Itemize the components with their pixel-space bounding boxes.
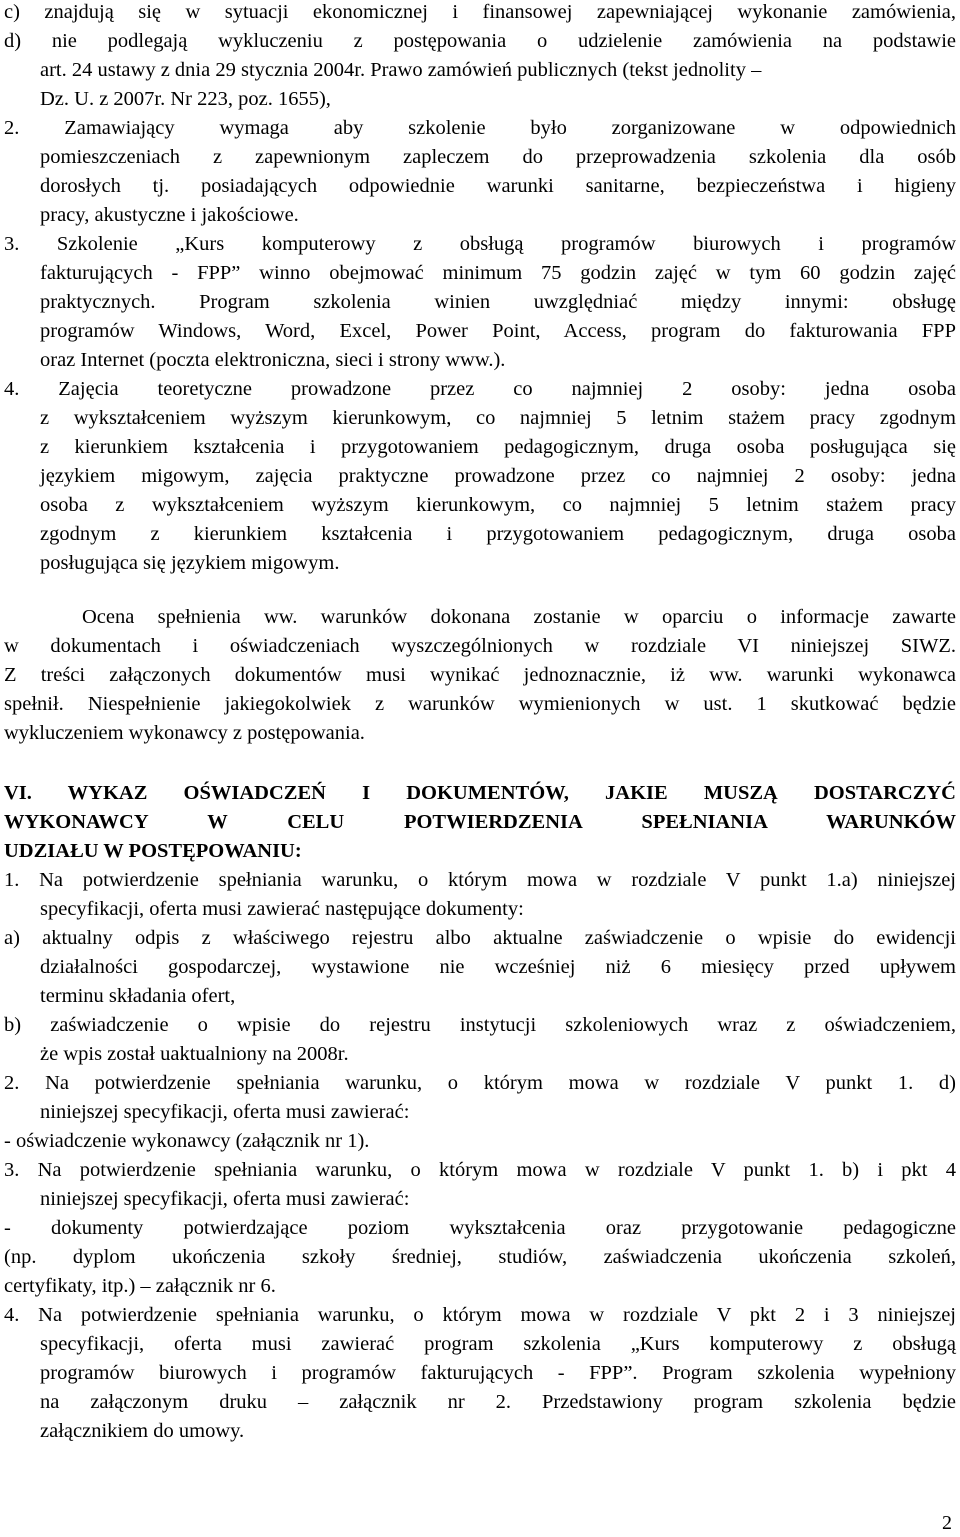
text-line: Dz. U. z 2007r. Nr 223, poz. 1655), bbox=[40, 88, 331, 110]
text-line: a) aktualny odpis z właściwego rejestru albo aktualne zaświadczenie o wpisie do ewidencji bbox=[4, 927, 956, 949]
text-line: w dokumentach i oświadczeniach wyszczególnionych w rozdziale VI niniejszej SIWZ. bbox=[4, 635, 956, 657]
section-heading: VI. WYKAZ OŚWIADCZEŃ I DOKUMENTÓW, JAKIE MUSZĄ DOSTARCZYĆ bbox=[4, 782, 956, 804]
text-line: programów biurowych i programów fakturujących - FPP”. Program szkolenia wypełniony bbox=[40, 1362, 956, 1384]
text-line: 3. Szkolenie „Kurs komputerowy z obsługą programów biurowych i programów bbox=[4, 233, 956, 255]
text-line: działalności gospodarczej, wystawione nie wcześniej niż 6 miesięcy przed upływem bbox=[40, 956, 956, 978]
text-line: załącznikiem do umowy. bbox=[40, 1420, 245, 1442]
text-line: niniejszej specyfikacji, oferta musi zawierać: bbox=[40, 1101, 410, 1123]
text-line: specyfikacji, oferta musi zawierać następujące dokumenty: bbox=[40, 898, 524, 920]
text-line: Z treści załączonych dokumentów musi wynikać jednoznacznie, iż ww. warunki wykonawca bbox=[4, 664, 956, 686]
text-line: spełnił. Niespełnienie jakiegokolwiek z warunków wymienionych w ust. 1 skutkować będzie bbox=[4, 693, 956, 715]
text-line: (np. dyplom ukończenia szkoły średniej, studiów, zaświadczenia ukończenia szkoleń, bbox=[4, 1246, 956, 1268]
text-line: praktycznych. Program szkolenia winien uwzględniać między innymi: obsługę bbox=[40, 291, 956, 313]
text-line: c) znajdują się w sytuacji ekonomicznej i finansowej zapewniającej wykonanie zamówienia, bbox=[4, 1, 956, 23]
text-line: - oświadczenie wykonawcy (załącznik nr 1). bbox=[4, 1130, 370, 1152]
text-line: że wpis został uaktualniony na 2008r. bbox=[40, 1043, 349, 1065]
text-line: oraz Internet (poczta elektroniczna, sieci i strony www.). bbox=[40, 349, 506, 371]
page-number: 2 bbox=[942, 1512, 952, 1534]
text-line: 2. Na potwierdzenie spełniania warunku, o którym mowa w rozdziale V punkt 1. d) bbox=[4, 1072, 956, 1094]
section-heading: UDZIAŁU W POSTĘPOWANIU: bbox=[4, 840, 302, 862]
text-line: z wykształceniem wyższym kierunkowym, co najmniej 5 letnim stażem pracy zgodnym bbox=[40, 407, 956, 429]
text-line: 4. Na potwierdzenie spełniania warunku, o którym mowa w rozdziale V pkt 2 i 3 niniejszej bbox=[4, 1304, 956, 1326]
text-line: 3. Na potwierdzenie spełniania warunku, o którym mowa w rozdziale V punkt 1. b) i pkt 4 bbox=[4, 1159, 956, 1181]
text-line: art. 24 ustawy z dnia 29 stycznia 2004r. Prawo zamówień publicznych (tekst jednolity – bbox=[40, 59, 762, 81]
text-line: pomieszczeniach z zapewnionym zapleczem do przeprowadzenia szkolenia dla osób bbox=[40, 146, 956, 168]
text-line: na załączonym druku – załącznik nr 2. Przedstawiony program szkolenia będzie bbox=[40, 1391, 956, 1413]
text-line: dorosłych tj. posiadających odpowiednie warunki sanitarne, bezpieczeństwa i higieny bbox=[40, 175, 956, 197]
text-line: wykluczeniem wykonawcy z postępowania. bbox=[4, 722, 365, 744]
text-line: 4. Zajęcia teoretyczne prowadzone przez co najmniej 2 osoby: jedna osoba bbox=[4, 378, 956, 400]
text-line: terminu składania ofert, bbox=[40, 985, 236, 1007]
text-line: osoba z wykształceniem wyższym kierunkowym, co najmniej 5 letnim stażem pracy bbox=[40, 494, 956, 516]
text-line: zgodnym z kierunkiem kształcenia i przygotowaniem pedagogicznym, druga osoba bbox=[40, 523, 956, 545]
text-line: językiem migowym, zajęcia praktyczne prowadzone przez co najmniej 2 osoby: jedna bbox=[40, 465, 956, 487]
text-line: specyfikacji, oferta musi zawierać program szkolenia „Kurs komputerowy z obsługą bbox=[40, 1333, 956, 1355]
text-line: programów Windows, Word, Excel, Power Point, Access, program do fakturowania FPP bbox=[40, 320, 956, 342]
text-line: fakturujących - FPP” winno obejmować minimum 75 godzin zajęć w tym 60 godzin zajęć bbox=[40, 262, 956, 284]
text-line: certyfikaty, itp.) – załącznik nr 6. bbox=[4, 1275, 276, 1297]
text-line: Ocena spełnienia ww. warunków dokonana zostanie w oparciu o informacje zawarte bbox=[82, 606, 956, 628]
text-line: z kierunkiem kształcenia i przygotowaniem pedagogicznym, druga osoba posługująca się bbox=[40, 436, 956, 458]
text-line: - dokumenty potwierdzające poziom wykształcenia oraz przygotowanie pedagogiczne bbox=[4, 1217, 956, 1239]
text-line: 2. Zamawiający wymaga aby szkolenie było zorganizowane w odpowiednich bbox=[4, 117, 956, 139]
text-line: niniejszej specyfikacji, oferta musi zawierać: bbox=[40, 1188, 410, 1210]
text-line: 1. Na potwierdzenie spełniania warunku, o którym mowa w rozdziale V punkt 1.a) niniejszej bbox=[4, 869, 956, 891]
document-page bbox=[4, 0, 956, 1537]
text-line: b) zaświadczenie o wpisie do rejestru instytucji szkoleniowych wraz z oświadczeniem, bbox=[4, 1014, 956, 1036]
section-heading: WYKONAWCY W CELU POTWIERDZENIA SPEŁNIANIA WARUNKÓW bbox=[4, 811, 956, 833]
text-line: d) nie podlegają wykluczeniu z postępowania o udzielenie zamówienia na podstawie bbox=[4, 30, 956, 52]
text-line: posługująca się językiem migowym. bbox=[40, 552, 340, 574]
text-line: pracy, akustyczne i jakościowe. bbox=[40, 204, 299, 226]
